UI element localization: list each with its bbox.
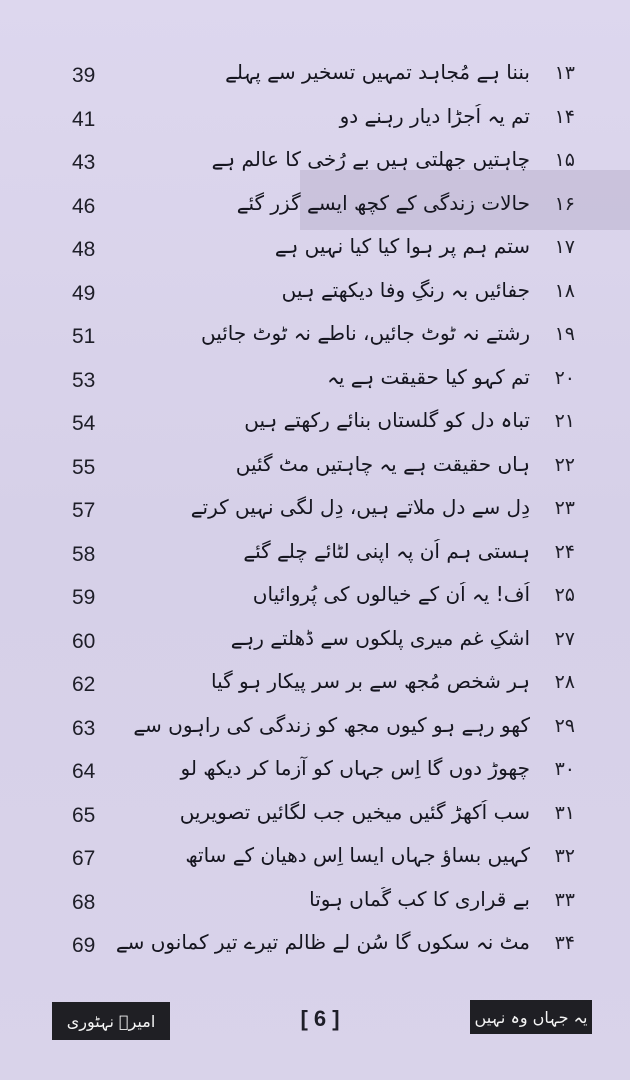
toc-entry-number: ۲۸ <box>554 671 575 693</box>
toc-page-number: 53 <box>72 368 96 392</box>
toc-entry-number: ۲۹ <box>554 714 575 737</box>
toc-page-number: 49 <box>72 281 96 305</box>
toc-page-number: 65 <box>72 803 96 827</box>
toc-page-number: 62 <box>72 673 96 696</box>
toc-page-number: 58 <box>72 542 96 566</box>
toc-row <box>0 926 630 970</box>
toc-entry-number: ۳۱ <box>554 801 575 824</box>
toc-page-number: 69 <box>72 934 96 957</box>
toc-entry-title: بے قراری کا کب گُماں ہوتا <box>309 886 530 911</box>
toc-row <box>0 578 630 622</box>
toc-entry-number: ۳۰ <box>554 758 575 780</box>
toc-row <box>0 491 630 535</box>
toc-row <box>0 839 630 883</box>
toc-entry-title: رِشتے نہ ٹوٹ جائیں، ناطے نہ ٹوٹ جائیں <box>200 321 530 345</box>
toc-row <box>0 535 630 579</box>
toc-row <box>0 317 630 361</box>
toc-page-number: 63 <box>72 716 96 740</box>
toc-entry-number: ۱۹ <box>554 323 575 345</box>
toc-row <box>0 665 630 709</box>
toc-row <box>0 448 630 492</box>
toc-entry-title: ہاں حقیقت ہے یہ چاہتیں مٹ گئیں <box>235 451 530 476</box>
toc-entry-number: ۲۵ <box>554 584 575 606</box>
toc-entry-title: ستم ہم پر ہوا کیا کیا نہیں ہے <box>274 234 530 258</box>
toc-row <box>0 143 630 187</box>
toc-page-number: 59 <box>72 586 96 609</box>
toc-entry-title: جفائیں بہ رنگِ وفا دیکھتے ہیں <box>281 277 530 302</box>
toc-page-number: 41 <box>72 107 96 131</box>
toc-page-number: 57 <box>72 499 96 522</box>
toc-row <box>0 622 630 666</box>
toc-entry-number: ۳۲ <box>554 845 575 867</box>
toc-entry-title: ہستی ہم اُن پہ اپنی لٹائے چلے گئے <box>243 538 530 563</box>
book-title-label: یہ جہاں وہ نہیں <box>470 1000 592 1034</box>
toc-page-number: 68 <box>72 890 96 914</box>
toc-entry-number: ۲۲ <box>554 453 575 476</box>
toc-entry-number: ۲۳ <box>554 497 575 519</box>
toc-row <box>0 709 630 753</box>
toc-row <box>0 796 630 840</box>
toc-entry-title: تم کہو کیا حقیقت ہے یہ <box>327 364 530 389</box>
author-label: امیرؔ نہٹوری <box>52 1002 170 1040</box>
toc-entry-number: ۱۸ <box>554 279 575 302</box>
toc-page-number: 64 <box>72 760 96 783</box>
toc-entry-number: ۳۳ <box>554 888 575 911</box>
toc-entry-title: مٹ نہ سکوں گا سُن لے ظالم تیرے تیر کمانوں سے <box>115 930 530 954</box>
toc-entry-title: بننا ہے مُجاہد تمہیں تسخیر سے پہلے <box>225 60 530 84</box>
toc-entry-number: ۱۶ <box>554 192 575 215</box>
toc-entry-title: چھوڑ دوں گا اِس جہاں کو آزما کر دیکھ لو <box>180 756 530 780</box>
toc-row <box>0 883 630 927</box>
toc-page-number: 67 <box>72 847 96 870</box>
toc-entry-title: تم یہ اُجڑا دیار رہنے دو <box>339 103 530 128</box>
toc-page-number: 43 <box>72 151 96 174</box>
toc-entry-title: تباہ دل کو گلستاں بنائے رکھتے ہیں <box>244 408 530 432</box>
toc-row <box>0 100 630 144</box>
toc-row <box>0 230 630 274</box>
toc-entry-title: اشکِ غم میری پلکوں سے ڈھلتے رہے <box>230 625 530 650</box>
toc-entry-number: ۲۷ <box>554 627 575 650</box>
toc-entry-number: ۳۴ <box>554 932 575 954</box>
toc-row <box>0 187 630 231</box>
toc-row <box>0 274 630 318</box>
toc-entry-title: ہر شخص مُجھ سے بر سرِ پیکار ہو گیا <box>210 669 530 693</box>
toc-page-number: 48 <box>72 238 96 261</box>
toc-entry-title: سب اُکھڑ گئیں میخیں جب لگائیں تصویریں <box>179 799 530 824</box>
toc-entry-title: چاہتیں جھلتی ہیں بے رُخی کا عالم ہے <box>211 147 530 171</box>
toc-row <box>0 56 630 100</box>
toc-entry-title: حالات زندگی کے کچھ ایسے گزر گئے <box>236 190 530 215</box>
toc-page-number: 51 <box>72 325 96 348</box>
toc-entry-number: ۲۴ <box>554 540 575 563</box>
toc-entry-title: کہیں بساؤ جہاں ایسا اِس دھیان کے ساتھ <box>185 843 530 867</box>
toc-entry-number: ۲۱ <box>554 410 575 432</box>
page-number: [ 6 ] <box>300 1006 340 1031</box>
toc-row <box>0 361 630 405</box>
toc-page-number: 55 <box>72 455 96 479</box>
toc-page-number: 46 <box>72 194 96 218</box>
toc-entry-number: ۱۴ <box>554 105 575 128</box>
toc-page-number: 60 <box>72 629 96 653</box>
toc-entry-number: ۱۳ <box>554 62 575 84</box>
toc-entry-title: کھو رہے ہو کیوں مجھ کو زندگی کی راہوں سے <box>133 712 530 737</box>
toc-page-number: 54 <box>72 412 96 435</box>
toc-entry-title: اُف! یہ اُن کے خیالوں کی پُروائیاں <box>252 582 530 606</box>
toc-entry-number: ۱۵ <box>554 149 575 171</box>
toc-row <box>0 752 630 796</box>
toc-entry-number: ۱۷ <box>554 236 575 258</box>
toc-entry-title: دِل سے دل ملاتے ہیں، دِل لگی نہیں کرتے <box>190 495 530 519</box>
table-of-contents <box>0 56 630 970</box>
toc-page-number: 39 <box>72 64 96 87</box>
toc-row <box>0 404 630 448</box>
toc-entry-number: ۲۰ <box>554 366 575 389</box>
